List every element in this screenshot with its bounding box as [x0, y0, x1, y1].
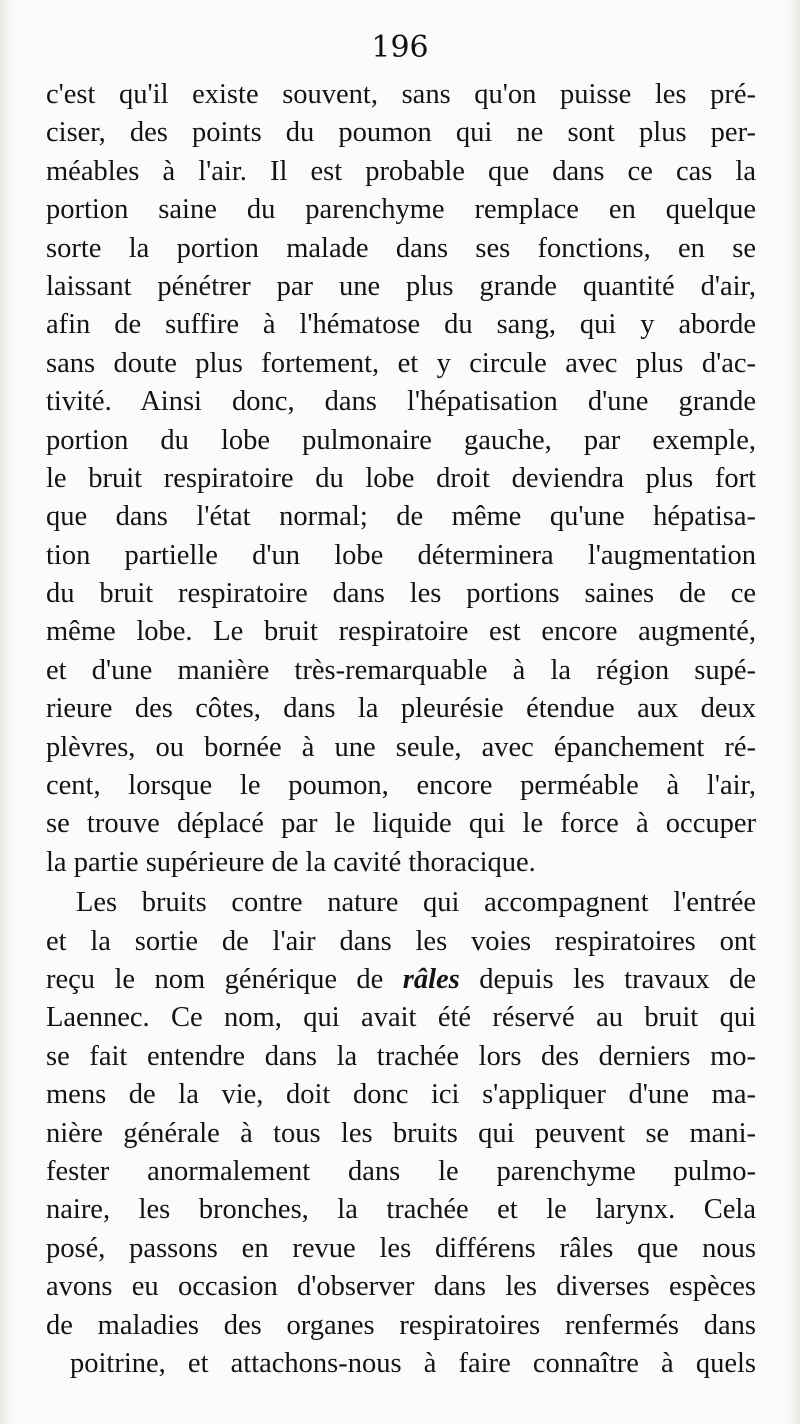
paragraph-2	[46, 884, 756, 1383]
text-line: que dans l'état normal; de même qu'une hépatisa-	[46, 501, 756, 533]
text-line: Laennec. Ce nom, qui avait été réservé au bruit qui	[46, 1002, 756, 1034]
text-line: poitrine, et attachons-nous à faire connaître à quels	[70, 1347, 756, 1379]
paragraph-1	[46, 76, 756, 882]
text-line	[46, 961, 756, 999]
text-line: la partie supérieure de la cavité thoracique.	[46, 846, 536, 878]
text-line: avons eu occasion d'observer dans les diverses espèces	[46, 1271, 756, 1303]
page-edge-right	[786, 0, 800, 1424]
text-line: et d'une manière très-remarquable à la région supé-	[46, 654, 756, 686]
italic-term: râles	[402, 963, 460, 995]
text-line: mens de la vie, doit donc ici s'appliquer d'une ma-	[46, 1079, 756, 1111]
text-line: c'est qu'il existe souvent, sans qu'on puisse les pré-	[46, 79, 756, 110]
text-segment: reçu le nom générique de	[46, 963, 403, 995]
text-line: le bruit respiratoire du lobe droit deviendra plus fort	[46, 462, 756, 494]
text-line: même lobe. Le bruit respiratoire est encore augmenté,	[46, 616, 756, 648]
text-line: et la sortie de l'air dans les voies respiratoires ont	[46, 925, 756, 957]
text-line: fester anormalement dans le parenchyme pulmo-	[46, 1155, 756, 1187]
text-line: portion saine du parenchyme remplace en quelque	[46, 194, 756, 226]
text-line: rieure des côtes, dans la pleurésie étendue aux deux	[46, 693, 756, 725]
text-line: se fait entendre dans la trachée lors des derniers mo-	[46, 1040, 756, 1072]
text-line: sorte la portion malade dans ses fonctions, en se	[46, 232, 756, 264]
page-body	[46, 76, 756, 1383]
text-line: Les bruits contre nature qui accompagnent l'entrée	[76, 887, 756, 919]
text-line: naire, les bronches, la trachée et le larynx. Cela	[46, 1194, 756, 1226]
text-line: sans doute plus fortement, et y circule avec plus d'ac-	[46, 347, 756, 379]
page-number: 196	[371, 30, 429, 65]
text-line: ciser, des points du poumon qui ne sont plus per-	[46, 117, 756, 149]
text-line: tivité. Ainsi donc, dans l'hépatisation d'une grande	[46, 386, 756, 418]
text-line: portion du lobe pulmonaire gauche, par exemple,	[46, 424, 756, 456]
text-line: laissant pénétrer par une plus grande quantité d'air,	[46, 270, 756, 302]
text-line: tion partielle d'un lobe déterminera l'augmentation	[46, 539, 756, 571]
text-segment: depuis les travaux de	[459, 963, 756, 995]
text-line: cent, lorsque le poumon, encore perméable à l'air,	[46, 770, 756, 802]
text-line: posé, passons en revue les différens râles que nous	[46, 1232, 756, 1264]
text-line: plèvres, ou bornée à une seule, avec épanchement ré-	[46, 731, 756, 763]
text-line: se trouve déplacé par le liquide qui le force à occuper	[46, 808, 756, 840]
text-line: afin de suffire à l'hématose du sang, qui y aborde	[46, 309, 756, 341]
page-edge-left	[0, 0, 14, 1424]
text-line: méables à l'air. Il est probable que dans ce cas la	[46, 155, 756, 187]
text-line: du bruit respiratoire dans les portions saines de ce	[46, 578, 756, 610]
text-line: de maladies des organes respiratoires renfermés dans	[46, 1309, 756, 1341]
text-line: nière générale à tous les bruits qui peuvent se mani-	[46, 1117, 756, 1149]
